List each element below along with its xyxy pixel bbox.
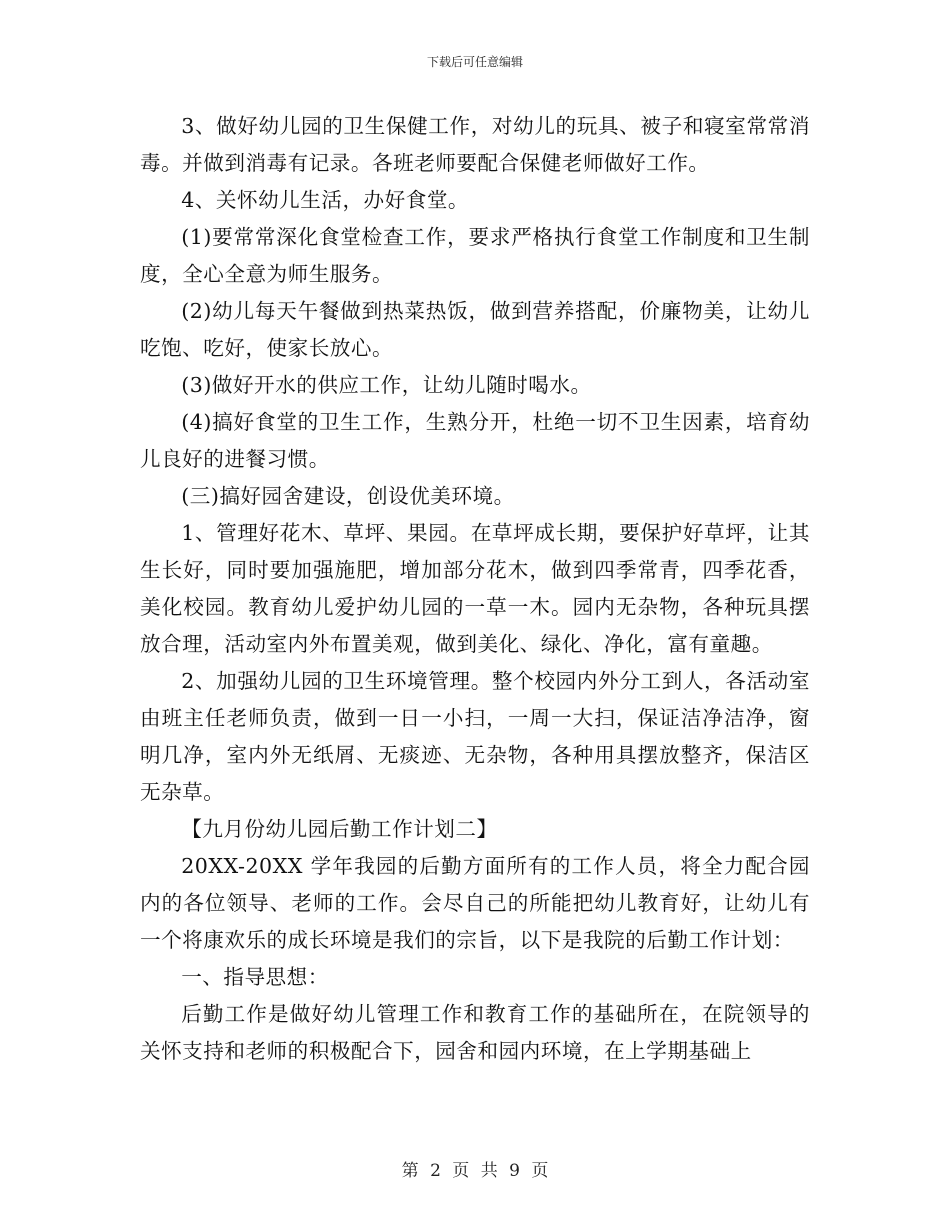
section-title-plan-two: 【九月份幼儿园后勤工作计划二】: [181, 817, 498, 841]
document-body: [140, 108, 810, 1070]
paragraph-canteen-inspection: (1)要常常深化食堂检查工作，要求严格执行食堂工作制度和卫生制度，全心全意为师生服务。: [140, 225, 810, 286]
paragraph-section-three: (三)搞好园舍建设，创设优美环境。: [181, 484, 515, 508]
paragraph-environment: 2、加强幼儿园的卫生环境管理。整个校园内外分工到人，各活动室由班主任老师负责，做到一日一小扫，一周一大扫，保证洁净洁净，窗明几净，室内外无纸屑、无痰迹、无杂物，各种用具摆放整齐，保洁区无杂草。: [140, 669, 810, 804]
paragraph-greenery: 1、管理好花木、草坪、果园。在草坪成长期，要保护好草坪，让其生长好，同时要加强施肥，增加部分花木，做到四季常青，四季花香，美化校园。教育幼儿爱护幼儿园的一草一木。园内无杂物，各种玩具摆放合理，活动室内外布置美观，做到美化、绿化、净化，富有童趣。: [140, 521, 810, 656]
paragraph-lunch: (2)幼儿每天午餐做到热菜热饭，做到营养搭配，价廉物美，让幼儿吃饱、吃好，使家长放心。: [140, 299, 810, 360]
paragraph-water-supply: (3)做好开水的供应工作，让幼儿随时喝水。: [181, 373, 592, 397]
paragraph-plan-intro: 20XX-20XX 学年我园的后勤方面所有的工作人员，将全力配合园内的各位领导、老师的工作。会尽自己的所能把幼儿教育好，让幼儿有一个将康欢乐的成长环境是我们的宗旨，以下是我院的后勤工作计划：: [140, 854, 810, 952]
paragraph-sanitation: 3、做好幼儿园的卫生保健工作，对幼儿的玩具、被子和寝室常常消毒。并做到消毒有记录。各班老师要配合保健老师做好工作。: [140, 114, 810, 175]
paragraph-guiding-text: 后勤工作是做好幼儿管理工作和教育工作的基础所在，在院领导的关怀支持和老师的积极配合下，园舍和园内环境，在上学期基础上: [140, 1002, 810, 1063]
paragraph-canteen-heading: 4、关怀幼儿生活，办好食堂。: [181, 188, 470, 212]
page-number: 第 2 页 共 9 页: [401, 1161, 549, 1181]
paragraph-guiding-heading: 一、指导思想：: [181, 965, 329, 989]
paragraph-canteen-hygiene: (4)搞好食堂的卫生工作，生熟分开，杜绝一切不卫生因素，培育幼儿良好的进餐习惯。: [140, 410, 810, 471]
page-header: 下载后可任意编辑: [426, 55, 523, 69]
